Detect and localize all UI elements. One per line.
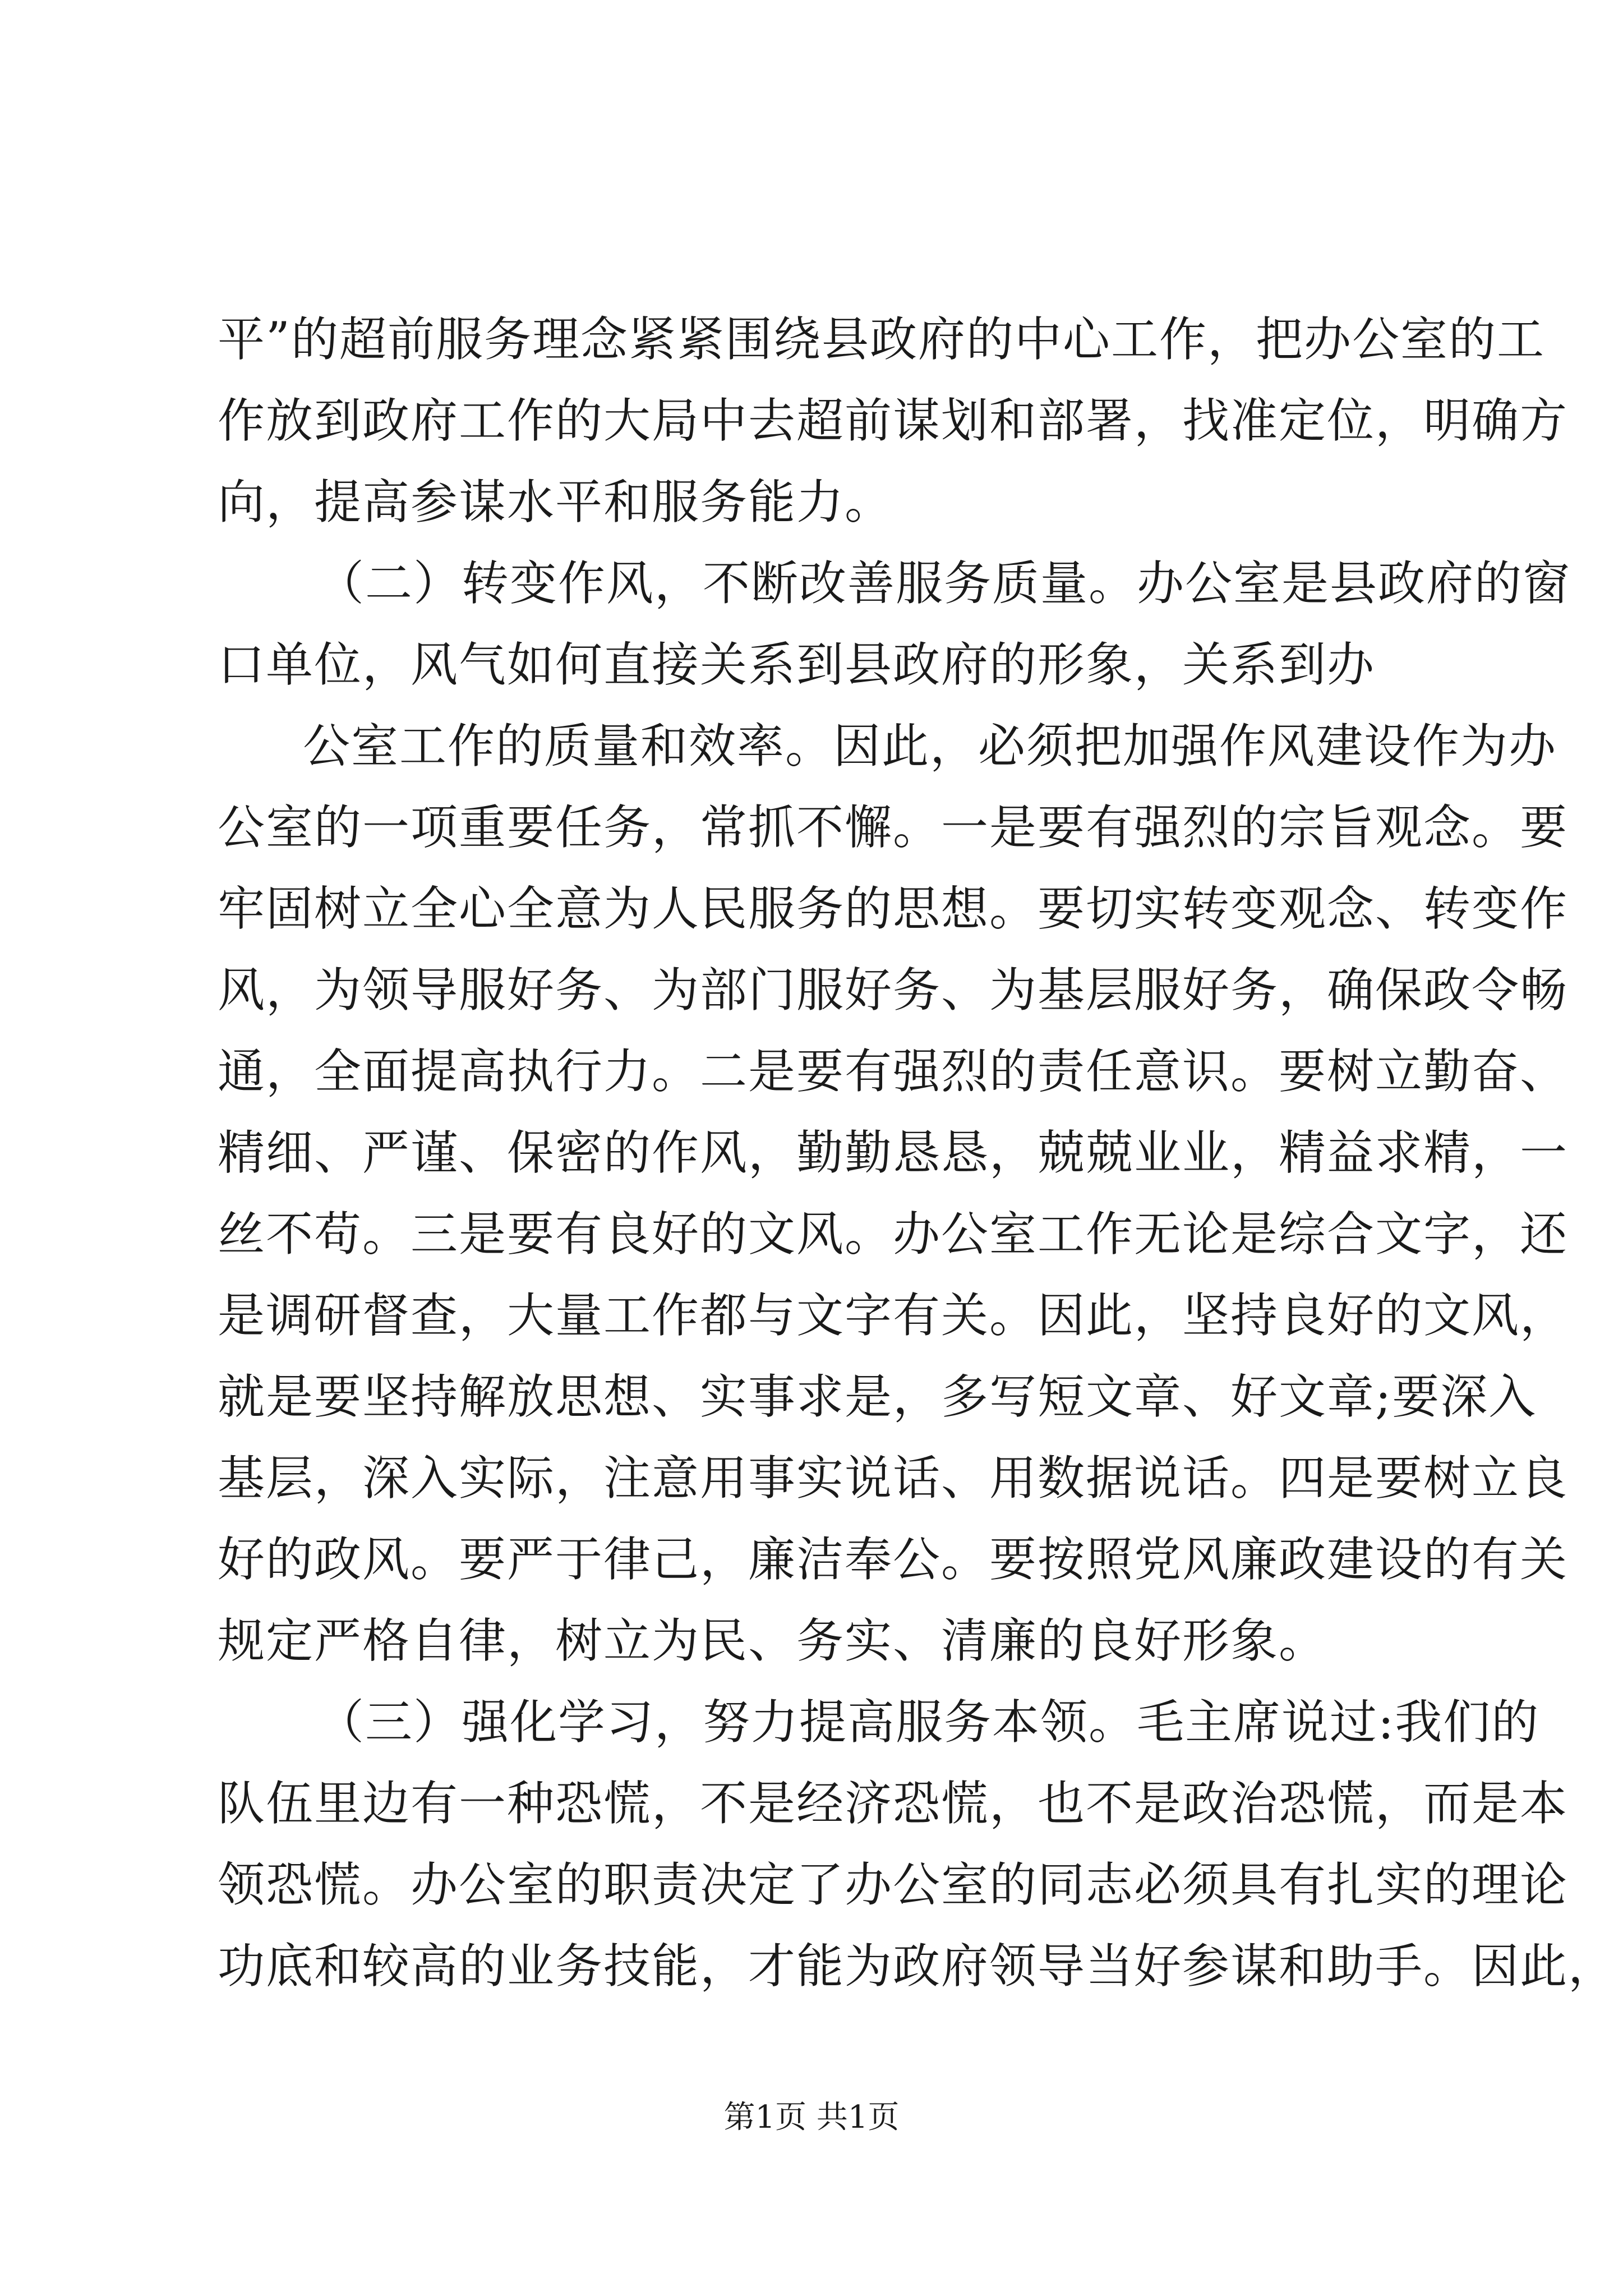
body-line: 丝不苟。三是要有良好的文风。办公室工作无论是综合文字，还 [218,1207,1569,1262]
body-line: （二）转变作风，不断改善服务质量。办公室是县政府的窗 [317,556,1571,611]
body-line: 风，为领导服好务、为部门服好务、为基层服好务，确保政令畅 [218,963,1569,1018]
body-line: 牢固树立全心全意为人民服务的思想。要切实转变观念、转变作 [218,881,1569,936]
body-line: 精细、严谨、保密的作风，勤勤恳恳，兢兢业业，精益求精，一 [218,1125,1569,1180]
body-line: （三）强化学习，努力提高服务本领。毛主席说过:我们的 [317,1695,1540,1750]
page-footer: 第1页 共1页 [723,2099,900,2136]
body-line: 就是要坚持解放思想、实事求是，多写短文章、好文章;要深入 [218,1369,1537,1424]
body-line: 向，提高参谋水平和服务能力。 [218,475,893,530]
body-line: 公室工作的质量和效率。因此，必须把加强作风建设作为办 [303,719,1557,774]
body-line: 规定严格自律，树立为民、务实、清廉的良好形象。 [218,1613,1327,1668]
body-line: 公室的一项重要任务，常抓不懈。一是要有强烈的宗旨观念。要 [218,800,1569,855]
body-line: 好的政风。要严于律己，廉洁奉公。要按照党风廉政建设的有关 [218,1532,1569,1587]
body-line: 通，全面提高执行力。二是要有强烈的责任意识。要树立勤奋、 [218,1044,1569,1099]
body-line: 队伍里边有一种恐慌，不是经济恐慌，也不是政治恐慌，而是本 [218,1776,1569,1831]
body-line: 功底和较高的业务技能，才能为政府领导当好参谋和助手。因此， [218,1939,1617,1994]
body-line: 基层，深入实际，注意用事实说话、用数据说话。四是要树立良 [218,1451,1569,1506]
body-line: 是调研督查，大量工作都与文字有关。因此，坚持良好的文风， [218,1288,1569,1343]
body-line: 作放到政府工作的大局中去超前谋划和部署，找准定位，明确方 [218,393,1569,448]
body-line: 领恐慌。办公室的职责决定了办公室的同志必须具有扎实的理论 [218,1857,1569,1912]
body-line: 平”的超前服务理念紧紧围绕县政府的中心工作，把办公室的工 [218,312,1545,367]
body-line: 口单位，风气如何直接关系到县政府的形象，关系到办 [218,637,1376,692]
